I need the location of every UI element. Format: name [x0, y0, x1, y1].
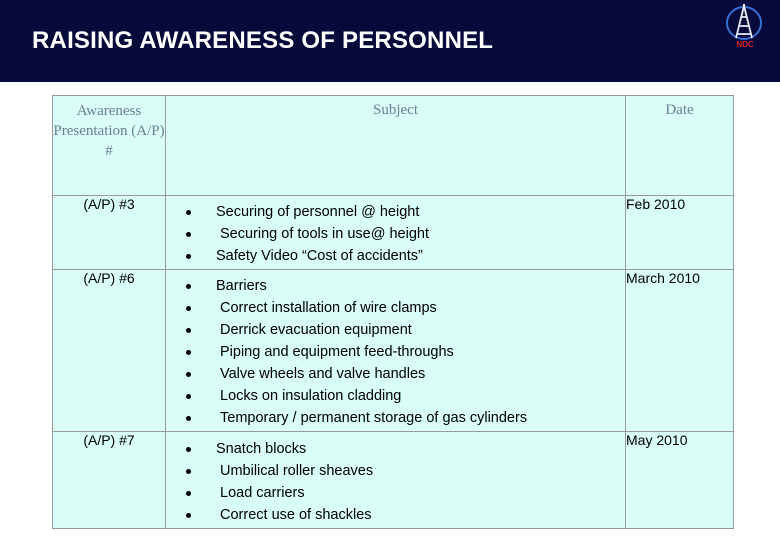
subject-text: Locks on insulation cladding: [220, 388, 402, 404]
logo-text: NDC: [736, 40, 754, 49]
bullet-icon: [186, 284, 191, 289]
list-item: [166, 506, 625, 528]
subject-text: Barriers: [216, 278, 267, 294]
list-item: [166, 225, 625, 247]
list-item: [166, 387, 625, 409]
list-item: [166, 462, 625, 484]
subject-list: [166, 196, 625, 269]
subject-list: [166, 270, 625, 431]
bullet-icon: [186, 416, 191, 421]
presentation-number: (A/P) #3: [53, 196, 166, 270]
title-bar: [0, 0, 780, 82]
date-cell: March 2010: [626, 270, 734, 432]
subject-cell: [166, 196, 626, 270]
bullet-icon: [186, 394, 191, 399]
subject-text: Snatch blocks: [216, 441, 307, 457]
page-title: RAISING AWARENESS OF PERSONNEL: [32, 27, 494, 54]
list-item: [166, 484, 625, 506]
list-item: [166, 203, 625, 225]
bullet-icon: [186, 491, 191, 496]
bullet-icon: [186, 210, 191, 215]
header-presentation: Awareness Presentation (A/P) #: [53, 96, 166, 196]
list-item: [166, 409, 625, 431]
subject-cell: [166, 270, 626, 432]
bullet-icon: [186, 469, 191, 474]
presentation-number: (A/P) #6: [53, 270, 166, 432]
subject-text: Derrick evacuation equipment: [220, 322, 412, 338]
table-header-row: [53, 96, 734, 196]
subject-text: Load carriers: [220, 485, 305, 501]
derrick-logo-icon: [722, 2, 766, 42]
header-date: Date: [626, 96, 734, 196]
subject-text: Umbilical roller sheaves: [220, 463, 374, 479]
table-row: [53, 432, 734, 529]
list-item: [166, 247, 625, 269]
list-item: [166, 299, 625, 321]
subject-text: Correct use of shackles: [220, 507, 372, 523]
header-subject: Subject: [166, 96, 626, 196]
subject-text: Securing of personnel @ height: [216, 204, 420, 220]
subject-cell: [166, 432, 626, 529]
awareness-table: [52, 95, 734, 529]
subject-text: Securing of tools in use@ height: [220, 226, 429, 242]
bullet-icon: [186, 447, 191, 452]
list-item: [166, 343, 625, 365]
subject-text: Temporary / permanent storage of gas cylinders: [220, 410, 528, 426]
subject-text: Piping and equipment feed-throughs: [220, 344, 454, 360]
list-item: [166, 365, 625, 387]
subject-text: Valve wheels and valve handles: [220, 366, 426, 382]
date-cell: Feb 2010: [626, 196, 734, 270]
table-row: [53, 196, 734, 270]
table-row: [53, 270, 734, 432]
list-item: [166, 321, 625, 343]
subject-text: Safety Video “Cost of accidents”: [216, 248, 423, 264]
date-cell: May 2010: [626, 432, 734, 529]
subject-list: [166, 432, 625, 528]
list-item: [166, 440, 625, 462]
bullet-icon: [186, 306, 191, 311]
company-logo: [722, 2, 766, 50]
bullet-icon: [186, 232, 191, 237]
bullet-icon: [186, 372, 191, 377]
bullet-icon: [186, 350, 191, 355]
presentation-number: (A/P) #7: [53, 432, 166, 529]
list-item: [166, 277, 625, 299]
subject-text: Correct installation of wire clamps: [220, 300, 437, 316]
bullet-icon: [186, 513, 191, 518]
bullet-icon: [186, 328, 191, 333]
bullet-icon: [186, 254, 191, 259]
